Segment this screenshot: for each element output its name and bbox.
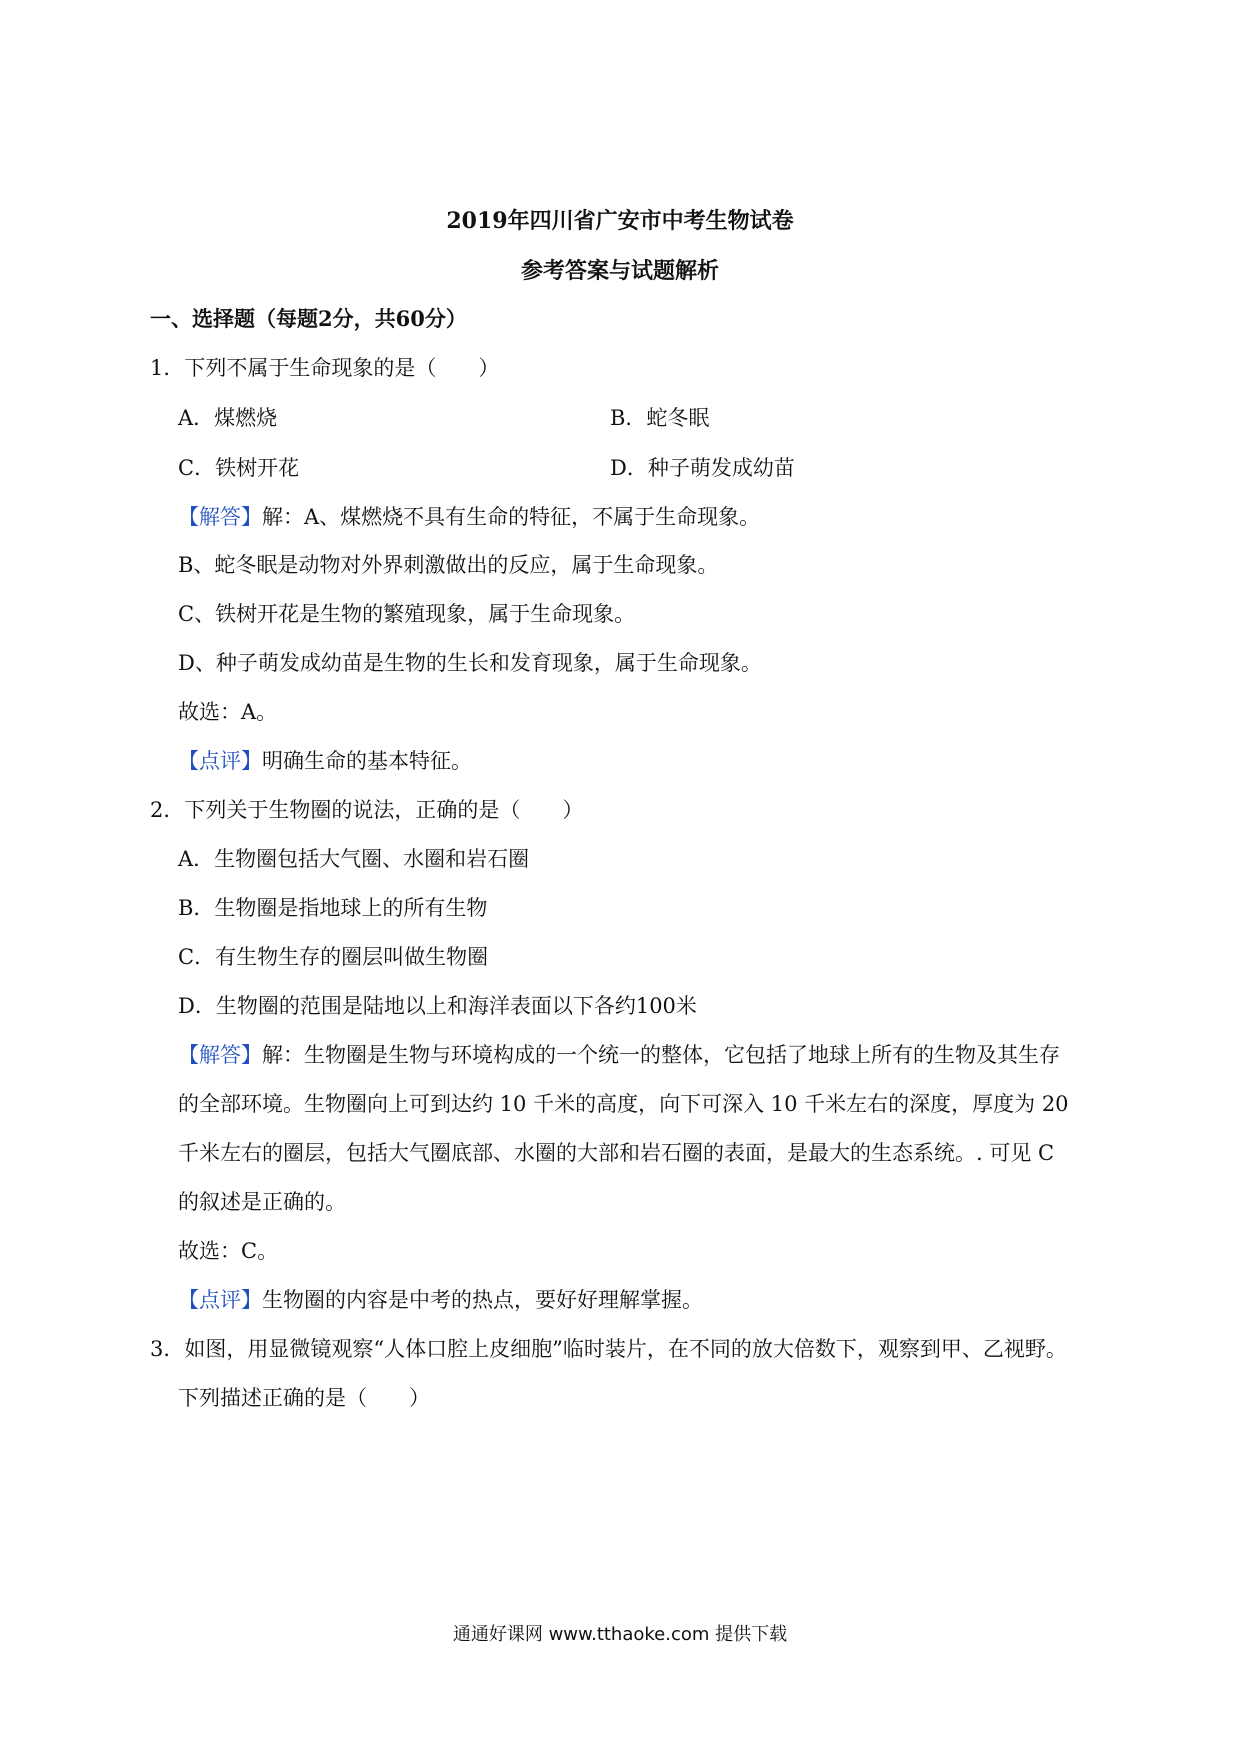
question-1-stem: 1．下列不属于生命现象的是（ ）	[150, 356, 500, 380]
question-2-answer-line-1	[178, 1040, 1060, 1070]
question-1-answer-line-2: B、蛇冬眠是动物对外界刺激做出的反应，属于生命现象。	[178, 553, 719, 577]
question-2-option-b: B．生物圈是指地球上的所有生物	[178, 896, 488, 920]
question-1-choice: 故选：A。	[178, 700, 278, 724]
question-2-comment	[178, 1285, 703, 1315]
question-1-answer-line-3: C、铁树开花是生物的繁殖现象，属于生命现象。	[178, 602, 636, 626]
answer-text: 解：生物圈是生物与环境构成的一个统一的整体，它包括了地球上所有的生物及其生存	[262, 1043, 1060, 1067]
answer-text: 解：A、煤燃烧不具有生命的特征，不属于生命现象。	[262, 505, 761, 529]
question-1-option-d: D．种子萌发成幼苗	[610, 456, 795, 480]
paper-subtitle: 参考答案与试题解析	[520, 258, 719, 284]
question-1-option-c: C．铁树开花	[178, 456, 300, 480]
paper-title: 2019年四川省广安市中考生物试卷	[446, 208, 794, 234]
comment-text: 明确生命的基本特征。	[262, 749, 472, 773]
comment-tag: 【点评】	[178, 1288, 262, 1312]
comment-tag: 【点评】	[178, 749, 262, 773]
question-2-stem: 2．下列关于生物圈的说法，正确的是（ ）	[150, 798, 584, 822]
answer-tag: 【解答】	[178, 1043, 262, 1067]
comment-text: 生物圈的内容是中考的热点，要好好理解掌握。	[262, 1288, 703, 1312]
answer-tag: 【解答】	[178, 505, 262, 529]
question-2-choice: 故选：C。	[178, 1239, 279, 1263]
question-1-answer-line-1	[178, 502, 760, 532]
question-2-option-d: D．生物圈的范围是陆地以上和海洋表面以下各约100米	[178, 994, 697, 1018]
question-2-option-c: C．有生物生存的圈层叫做生物圈	[178, 945, 489, 969]
page-footer: 通通好课网 www.tthaoke.com 提供下载	[452, 1624, 788, 1645]
question-1-comment	[178, 746, 472, 776]
question-2-answer-line-3: 千米左右的圈层，包括大气圈底部、水圈的大部和岩石圈的表面，是最大的生态系统。. 可见 C	[178, 1141, 1055, 1165]
question-1-option-b: B．蛇冬眠	[610, 406, 710, 430]
section-heading: 一、选择题（每题2分，共60分）	[150, 306, 467, 331]
question-1-option-a: A．煤燃烧	[178, 406, 278, 430]
question-1-answer-line-4: D、种子萌发成幼苗是生物的生长和发育现象，属于生命现象。	[178, 651, 762, 675]
question-3-stem-line-1: 3．如图，用显微镜观察“人体口腔上皮细胞”临时装片，在不同的放大倍数下，观察到甲、乙视野。	[150, 1337, 1067, 1361]
question-2-option-a: A．生物圈包括大气圈、水圈和岩石圈	[178, 847, 530, 871]
question-2-answer-line-4: 的叙述是正确的。	[178, 1190, 346, 1214]
question-3-stem-line-2: 下列描述正确的是（ ）	[178, 1386, 430, 1410]
question-2-answer-line-2: 的全部环境。生物圈向上可到达约 10 千米的高度，向下可深入 10 千米左右的深度，厚度为 20	[178, 1092, 1069, 1116]
